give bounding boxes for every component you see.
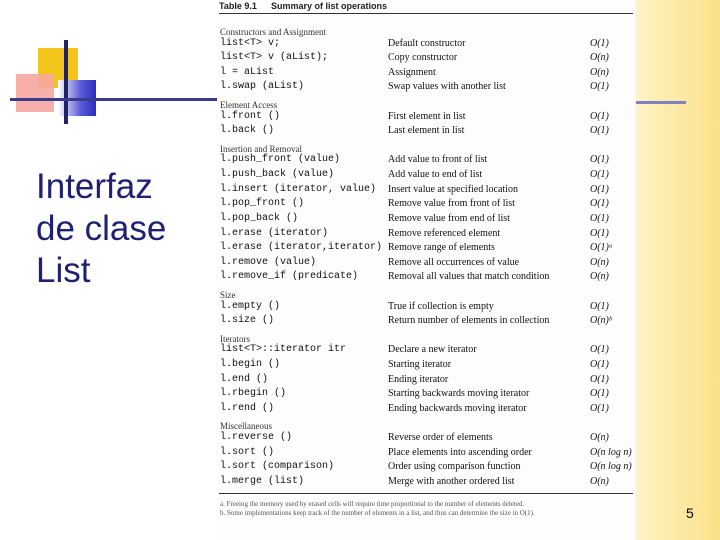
table-row	[220, 197, 634, 212]
horizontal-line-decoration	[10, 98, 225, 101]
complexity-cell: O(1)	[590, 388, 609, 400]
description-cell: Starting backwards moving iterator	[388, 388, 530, 400]
complexity-cell: O(1)	[590, 81, 609, 93]
slide-title	[36, 166, 166, 292]
complexity-cell: O(n)ᵇ	[590, 315, 612, 327]
operation-cell: l.rend ()	[220, 402, 275, 414]
table-category-row	[220, 139, 634, 154]
operation-cell: l.erase (iterator)	[220, 227, 329, 239]
slide-title-line-3: List	[36, 251, 91, 290]
category-label: Element Access	[220, 100, 278, 111]
table-row	[220, 343, 634, 358]
operation-cell: l.remove (value)	[220, 256, 317, 268]
description-cell: Remove referenced element	[388, 227, 501, 239]
table-row	[220, 300, 634, 315]
operation-cell: l.push_back (value)	[220, 169, 335, 181]
description-cell: Ending backwards moving iterator	[388, 402, 527, 414]
description-cell: Ending iterator	[388, 373, 449, 385]
description-cell: Declare a new iterator	[388, 344, 477, 356]
table-rows	[220, 22, 634, 490]
table-row	[220, 153, 634, 168]
description-cell: Add value to front of list	[388, 154, 488, 166]
complexity-cell: O(n)	[590, 256, 609, 268]
operation-cell: l.size ()	[220, 315, 275, 327]
table-category-row	[220, 329, 634, 344]
table-row	[220, 460, 634, 475]
operation-cell: l.swap (aList)	[220, 81, 305, 93]
category-label: Size	[220, 289, 236, 300]
table-row	[220, 256, 634, 271]
complexity-cell: O(1)	[590, 110, 609, 122]
complexity-cell: O(1)	[590, 198, 609, 210]
footnote-a: a. Freeing the memory used by erased cells will require time proportional to the number of elements deleted.	[220, 500, 525, 508]
complexity-cell: O(1)	[590, 37, 609, 49]
table-row	[220, 212, 634, 227]
table-header	[219, 0, 633, 13]
description-cell: Remove value from end of list	[388, 212, 510, 224]
table-category-row	[220, 95, 634, 110]
complexity-cell: O(1)	[590, 402, 609, 414]
table-row	[220, 168, 634, 183]
operation-cell: l.merge (list)	[220, 475, 305, 487]
table-row	[220, 227, 634, 242]
complexity-cell: O(1)	[590, 183, 609, 195]
table-row	[220, 431, 634, 446]
table-row	[220, 475, 634, 490]
complexity-cell: O(1)	[590, 227, 609, 239]
table-row	[220, 183, 634, 198]
operation-cell: l.pop_back ()	[220, 212, 299, 224]
footnote-b: b. Some implementations keep track of the number of elements in a list, and thus can determine the size in O(1).	[220, 509, 535, 517]
complexity-cell: O(n)	[590, 432, 609, 444]
complexity-cell: O(n)	[590, 66, 609, 78]
operation-cell: l.remove_if (predicate)	[220, 271, 359, 283]
description-cell: Copy constructor	[388, 52, 458, 64]
operation-cell: list<T> v (aList);	[220, 52, 329, 64]
table-row	[220, 66, 634, 81]
complexity-cell: O(n)	[590, 475, 609, 487]
category-label: Miscellaneous	[220, 421, 272, 432]
table-footnotes	[220, 500, 632, 518]
operation-cell: l.pop_front ()	[220, 198, 305, 210]
table-row	[220, 241, 634, 256]
table-caption: Summary of list operations	[271, 1, 388, 11]
description-cell: Starting iterator	[388, 359, 452, 371]
operation-cell: l.insert (iterator, value)	[220, 183, 377, 195]
complexity-cell: O(1)	[590, 300, 609, 312]
complexity-cell: O(1)	[590, 154, 609, 166]
table-row	[220, 358, 634, 373]
table-row	[220, 270, 634, 285]
complexity-cell: O(1)	[590, 169, 609, 181]
description-cell: Removal all values that match condition	[388, 271, 550, 283]
operation-cell: l.push_front (value)	[220, 154, 341, 166]
table-row	[220, 110, 634, 125]
page-number: 5	[686, 505, 694, 521]
table-row	[220, 373, 634, 388]
description-cell: Remove range of elements	[388, 242, 495, 254]
complexity-cell: O(1)	[590, 212, 609, 224]
table-row	[220, 80, 634, 95]
operation-cell: l.sort (comparison)	[220, 461, 335, 473]
operation-cell: l.empty ()	[220, 300, 281, 312]
category-label: Insertion and Removal	[220, 143, 302, 154]
description-cell: Place elements into ascending order	[388, 446, 532, 458]
description-cell: Add value to end of list	[388, 169, 483, 181]
description-cell: Last element in list	[388, 125, 465, 137]
complexity-cell: O(1)	[590, 373, 609, 385]
table-category-row	[220, 22, 634, 37]
operation-cell: l.begin ()	[220, 359, 281, 371]
operation-cell: l.erase (iterator,iterator)	[220, 242, 383, 254]
operation-cell: l = aList	[220, 66, 275, 78]
description-cell: Remove value from front of list	[388, 198, 515, 210]
table-bottom-rule	[219, 493, 633, 494]
table-row	[220, 402, 634, 417]
operation-cell: l.end ()	[220, 373, 269, 385]
description-cell: Insert value at specified location	[388, 183, 518, 195]
operation-cell: list<T>::iterator itr	[220, 344, 347, 356]
complexity-cell: O(n)	[590, 52, 609, 64]
complexity-cell: O(1)	[590, 125, 609, 137]
table-top-rule	[219, 13, 633, 14]
operation-cell: l.rbegin ()	[220, 388, 287, 400]
slide-title-line-1: Interfaz	[36, 167, 153, 206]
complexity-cell: O(n)	[590, 271, 609, 283]
category-label: Iterators	[220, 333, 250, 344]
operation-cell: l.back ()	[220, 125, 275, 137]
table-row	[220, 37, 634, 52]
complexity-cell: O(n log n)	[590, 461, 632, 473]
list-operations-table	[217, 0, 635, 540]
operation-cell: l.reverse ()	[220, 432, 293, 444]
description-cell: First element in list	[388, 110, 466, 122]
table-category-row	[220, 285, 634, 300]
description-cell: Merge with another ordered list	[388, 475, 515, 487]
description-cell: Remove all occurrences of value	[388, 256, 520, 268]
table-row	[220, 314, 634, 329]
description-cell: Return number of elements in collection	[388, 315, 550, 327]
vertical-line-decoration	[64, 40, 68, 124]
operation-cell: list<T> v;	[220, 37, 281, 49]
red-square-decoration	[16, 74, 54, 112]
description-cell: Default constructor	[388, 37, 466, 49]
complexity-cell: O(n log n)	[590, 446, 632, 458]
description-cell: Assignment	[388, 66, 436, 78]
table-row	[220, 124, 634, 139]
complexity-cell: O(1)	[590, 344, 609, 356]
description-cell: True if collection is empty	[388, 300, 494, 312]
horizontal-line-right-decoration	[636, 101, 686, 104]
table-row	[220, 446, 634, 461]
description-cell: Order using comparison function	[388, 461, 521, 473]
table-row	[220, 51, 634, 66]
table-category-row	[220, 416, 634, 431]
category-label: Constructors and Assignment	[220, 27, 326, 37]
slide-title-line-2: de clase	[36, 209, 167, 248]
operation-cell: l.front ()	[220, 110, 281, 122]
description-cell: Reverse order of elements	[388, 432, 493, 444]
complexity-cell: O(1)	[590, 359, 609, 371]
complexity-cell: O(1)ᵃ	[590, 242, 613, 254]
table-number: Table 9.1	[219, 1, 257, 11]
table-row	[220, 387, 634, 402]
description-cell: Swap values with another list	[388, 81, 506, 93]
operation-cell: l.sort ()	[220, 446, 275, 458]
